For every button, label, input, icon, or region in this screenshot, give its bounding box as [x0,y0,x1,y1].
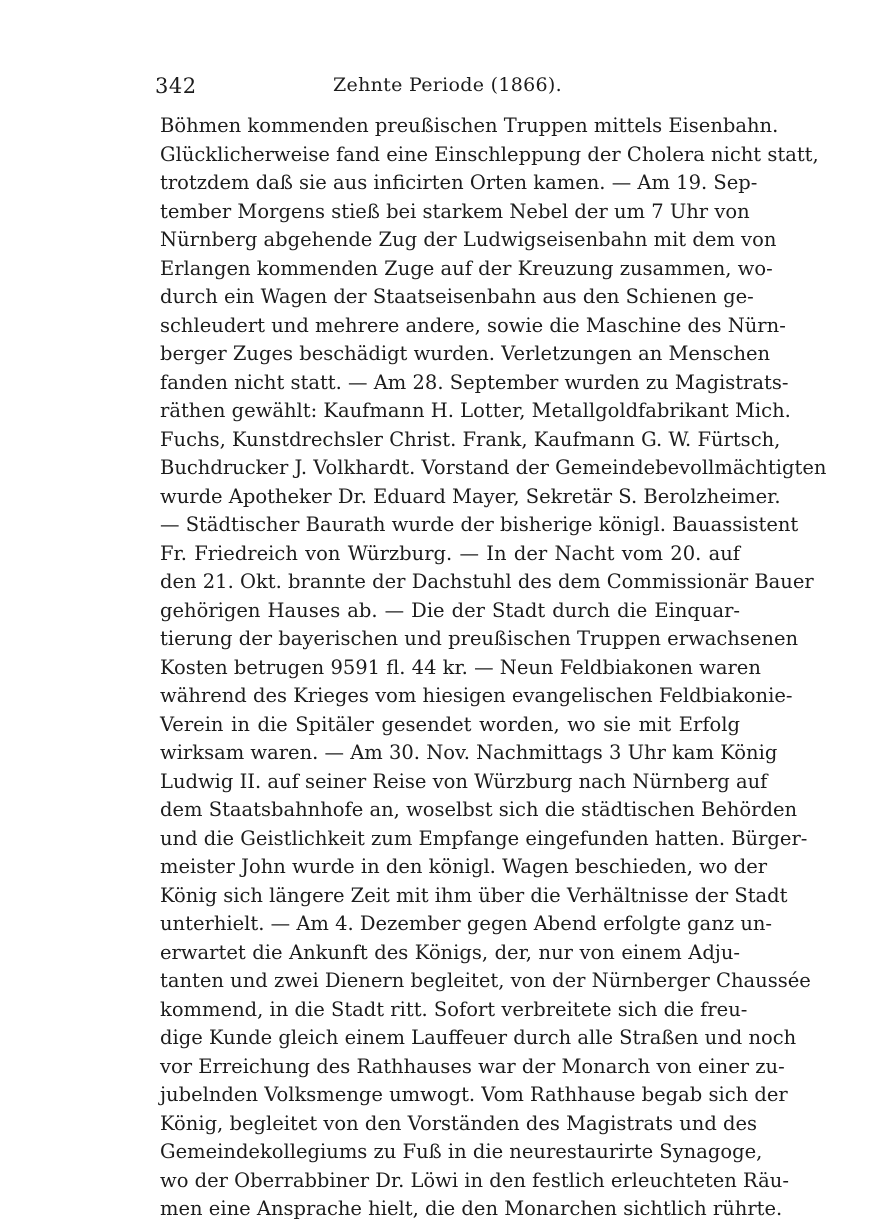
text-line: während des Krieges vom hiesigen evangelischen Feldbiakonie- [160,684,793,707]
text-line: erwartet die Ankunft des Königs, der, nur von einem Adju- [160,940,740,964]
text-line: jubelnden Volksmenge umwogt. Vom Rathhause begab sich der [160,1083,788,1106]
text-line: den 21. Okt. brannte der Dachstuhl des dem Commissionär Bauer [160,570,814,593]
text-line: Buchdrucker J. Volkhardt. Vorstand der Gemeindebevollmächtigten [160,456,827,479]
page-number: 342 [155,74,197,98]
text-line: Erlangen kommenden Zuge auf der Kreuzung zusammen, wo- [160,256,773,280]
text-line: Böhmen kommenden preußischen Truppen mittels Eisenbahn. [160,114,779,137]
text-line: meister John wurde in den königl. Wagen beschieden, wo der [160,855,768,878]
text-line: tanten und zwei Dienern begleitet, von der Nürnberger Chaussée [160,969,811,992]
text-line: tember Morgens stieß bei starkem Nebel der um 7 Uhr von [160,199,750,223]
text-line: Glücklicherweise fand eine Einschleppung der Cholera nicht statt, [160,142,819,166]
text-line: König, begleitet von den Vorständen des Magistrats und des [160,1111,758,1135]
text-line: trotzdem daß sie aus inficirten Orten kamen. — Am 19. Sep- [160,171,758,194]
text-line: dige Kunde gleich einem Lauffeuer durch alle Straßen und noch [160,1026,797,1049]
text-line: wo der Oberrabbiner Dr. Löwi in den festlich erleuchteten Räu- [160,1168,789,1192]
text-line: Verein in die Spitäler gesendet worden, wo sie mit Erfolg [160,712,740,736]
text-line: dem Staatsbahnhofe an, woselbst sich die städtischen Behörden [160,798,798,821]
text-line: Fuchs, Kunstdrechsler Christ. Frank, Kaufmann G. W. Fürtsch, [160,427,781,451]
text-line: wurde Apotheker Dr. Eduard Mayer, Sekretär S. Berolzheimer. [160,484,781,508]
text-line: tierung der bayerischen und preußischen Truppen erwachsenen [160,627,799,650]
text-line: schleudert und mehrere andere, sowie die Maschine des Nürn- [160,313,786,337]
text-line: wirksam waren. — Am 30. Nov. Nachmittags 3 Uhr kam König [160,741,778,764]
text-line: — Städtischer Baurath wurde der bisherige königl. Bauassistent [160,513,799,536]
text-line: gehörigen Hauses ab. — Die der Stadt durch die Einquar- [160,598,740,622]
text-line: räthen gewählt: Kaufmann H. Lotter, Metallgoldfabrikant Mich. [160,399,791,422]
text-line: berger Zuges beschädigt wurden. Verletzungen an Menschen [160,342,771,365]
text-line: vor Erreichung des Rathhauses war der Monarch von einer zu- [160,1054,785,1078]
text-line: fanden nicht statt. — Am 28. September wurden zu Magistrats- [160,370,789,394]
text-line: men eine Ansprache hielt, die den Monarchen sichtlich rührte. [160,1197,783,1220]
text-line: und die Geistlichkeit zum Empfange eingefunden hatten. Bürger- [160,826,808,850]
body-text [160,112,827,1224]
text-line: König sich längere Zeit mit ihm über die Verhältnisse der Stadt [160,883,788,907]
text-line: Nürnberg abgehende Zug der Ludwigseisenbahn mit dem von [160,228,777,251]
text-line: Fr. Friedreich von Würzburg. — In der Nacht vom 20. auf [160,541,740,565]
text-line: Kosten betrugen 9591 fl. 44 kr. — Neun Feldbiakonen waren [160,655,761,679]
text-line: unterhielt. — Am 4. Dezember gegen Abend erfolgte ganz un- [160,912,773,935]
text-line: durch ein Wagen der Staatseisenbahn aus den Schienen ge- [160,285,754,308]
page-header [155,74,740,104]
text-line: kommend, in die Stadt ritt. Sofort verbreitete sich die freu- [160,997,748,1021]
text-line: Ludwig II. auf seiner Reise von Würzburg nach Nürnberg auf [160,769,768,793]
text-line: Gemeindekollegiums zu Fuß in die neurestaurirte Synagoge, [160,1140,763,1163]
running-head: Zehnte Periode (1866). [333,74,562,96]
